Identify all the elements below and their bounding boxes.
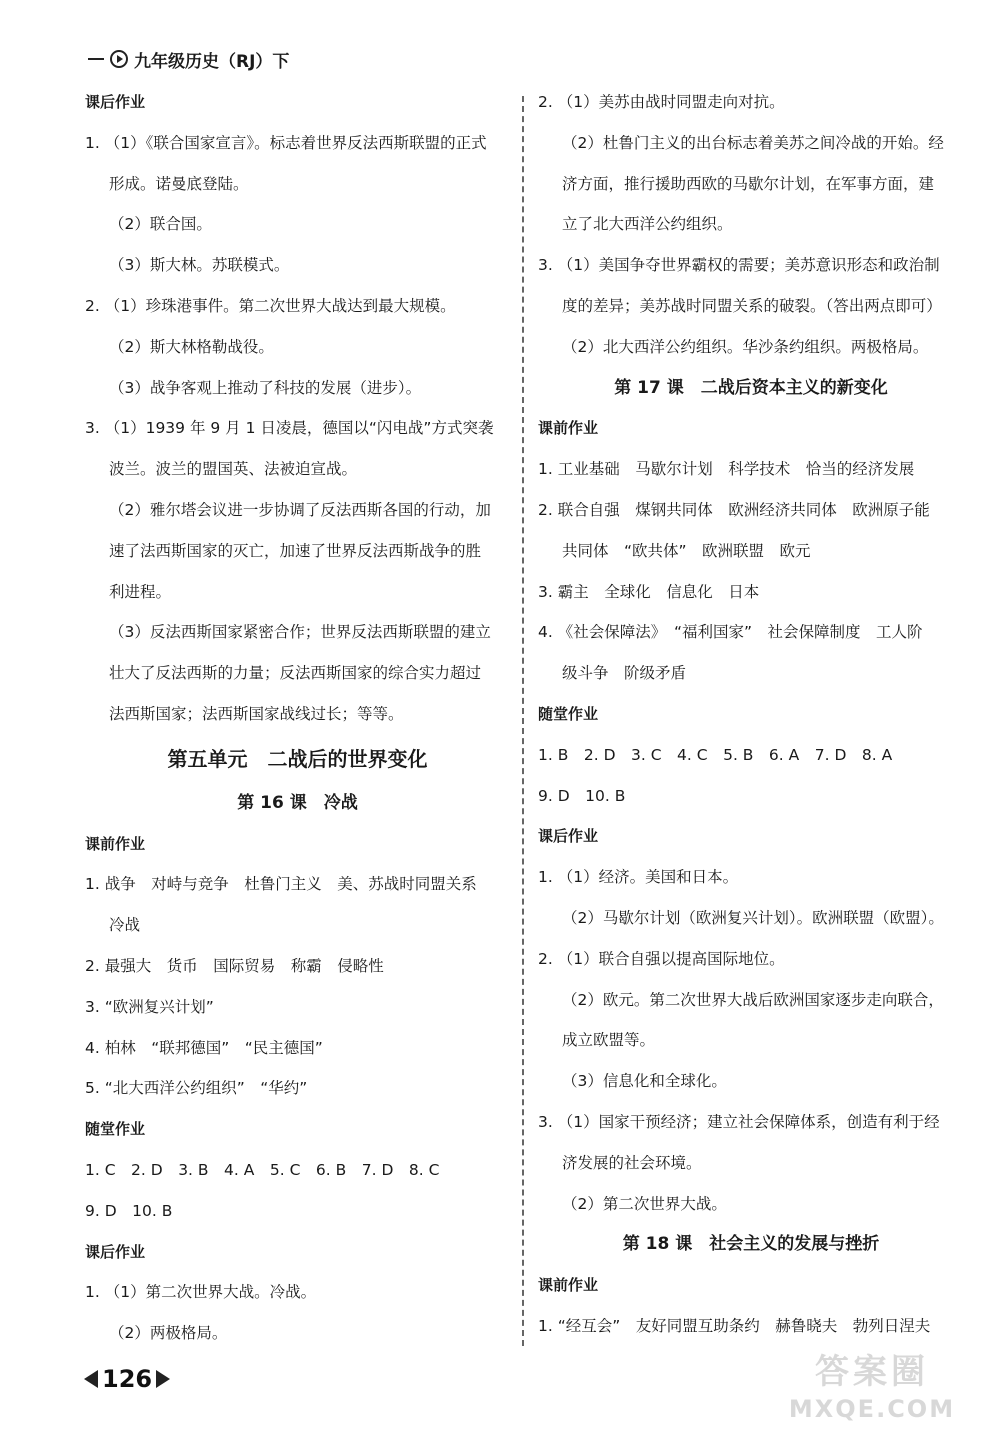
answer-line-indented: （2）雅尔塔会议进一步协调了反法西斯各国的行动，加 (109, 500, 491, 519)
header-dash (88, 58, 104, 60)
answer-line-indented: 速了法西斯国家的灭亡，加速了世界反法西斯战争的胜 (109, 541, 482, 560)
section-heading: 课后作业 (538, 827, 599, 846)
answer-line-indented: 度的差异；美苏战时同盟关系的破裂。（答出两点即可） (562, 296, 942, 315)
section-heading: 随堂作业 (85, 1120, 146, 1139)
page-header (88, 44, 289, 74)
section-heading: 课前作业 (85, 834, 146, 853)
watermark-logo-text: 答案圈 (815, 1352, 929, 1392)
answer-line: 1. C 2. D 3. B 4. A 5. C 6. B 7. D 8. C (85, 1160, 440, 1179)
watermark-url: MXQE.COM (788, 1395, 956, 1423)
answer-line: 3. （1）国家干预经济；建立社会保障体系，创造有利于经 (538, 1112, 940, 1131)
lesson-title: 第 17 课 二战后资本主义的新变化 (614, 377, 888, 398)
answer-line: 5. “北大西洋公约组织” “华约” (85, 1079, 308, 1098)
answer-line-indented: 级斗争 阶级矛盾 (562, 664, 687, 683)
book-title: 九年级历史（RJ）下 (134, 51, 290, 72)
page-number-block (84, 1365, 170, 1393)
answer-line-indented: （2）欧元。第二次世界大战后欧洲国家逐步走向联合， (562, 990, 944, 1009)
column-divider (522, 96, 524, 1346)
section-heading: 课后作业 (85, 93, 146, 111)
lesson-title: 第 16 课 冷战 (237, 792, 358, 813)
answer-line: 2. 最强大 货币 国际贸易 称霸 侵略性 (85, 956, 384, 975)
answer-line: 1. （1）《联合国家宣言》。标志着世界反法西斯联盟的正式 (85, 133, 487, 152)
watermark (782, 1350, 962, 1430)
answer-line: 3. （1）美国争夺世界霸权的需要；美苏意识形态和政治制 (538, 256, 940, 275)
answer-line: 2. （1）联合自强以提高国际地位。 (538, 949, 785, 968)
answer-line-indented: 法西斯国家；法西斯国家战线过长；等等。 (109, 704, 404, 723)
answer-line: 3. “欧洲复兴计划” (85, 997, 214, 1016)
answer-line-indented: （3）战争客观上推动了科技的发展（进步）。 (109, 378, 422, 397)
answer-line-indented: （2）杜鲁门主义的出台标志着美苏之间冷战的开始。经 (562, 133, 944, 152)
answer-line: 2. （1）珍珠港事件。第二次世界大战达到最大规模。 (85, 296, 456, 315)
answer-line: 4. 《社会保障法》 “福利国家” 社会保障制度 工人阶 (538, 623, 923, 642)
answer-line: 4. 柏林 “联邦德国” “民主德国” (85, 1038, 323, 1057)
answer-line: 1. “经互会” 友好同盟互助条约 赫鲁晓夫 勃列日涅夫 (538, 1316, 931, 1335)
answer-line-indented: （2）第二次世界大战。 (562, 1194, 727, 1213)
arrow-right-icon (156, 1370, 170, 1388)
answer-line-indented: 波兰。波兰的盟国英、法被迫宣战。 (109, 460, 358, 479)
section-heading: 课前作业 (538, 1276, 599, 1295)
answer-line-indented: （2）联合国。 (109, 215, 212, 234)
answer-line: 1. 工业基础 马歇尔计划 科学技术 恰当的经济发展 (538, 460, 915, 479)
play-circle-icon (110, 50, 128, 68)
answer-line: 1. （1）经济。美国和日本。 (538, 868, 739, 887)
answer-line-indented: （2）马歇尔计划（欧洲复兴计划）。欧洲联盟（欧盟）。 (562, 908, 944, 927)
answer-line: 2. 联合自强 煤钢共同体 欧洲经济共同体 欧洲原子能 (538, 500, 930, 519)
section-heading: 课前作业 (538, 419, 599, 438)
right-column (538, 82, 964, 1347)
lesson-title: 第 18 课 社会主义的发展与挫折 (622, 1234, 880, 1255)
answer-line-indented: （2）北大西洋公约组织。华沙条约组织。两极格局。 (562, 337, 929, 356)
section-heading: 课后作业 (85, 1242, 146, 1261)
answer-line: 1. 战争 对峙与竞争 杜鲁门主义 美、苏战时同盟关系 (85, 875, 477, 894)
unit-title: 第五单元 二战后的世界变化 (167, 746, 428, 771)
answer-line-indented: （3）信息化和全球化。 (562, 1072, 727, 1091)
answer-line: 2. （1）美苏由战时同盟走向对抗。 (538, 93, 785, 111)
answer-line-indented: （2）两极格局。 (109, 1324, 228, 1343)
answer-line: 3. （1）1939 年 9 月 1 日凌晨，德国以“闪电战”方式突袭 (85, 419, 494, 438)
answer-line: 3. 霸主 全球化 信息化 日本 (538, 582, 760, 601)
answer-line-indented: 壮大了反法西斯的力量；反法西斯国家的综合实力超过 (109, 664, 482, 683)
answer-line-indented: 济发展的社会环境。 (562, 1153, 702, 1172)
answer-line: 9. D 10. B (85, 1201, 173, 1220)
answer-line-indented: （3）反法西斯国家紧密合作；世界反法西斯联盟的建立 (109, 623, 491, 642)
answer-line-indented: （2）斯大林格勒战役。 (109, 337, 274, 356)
answer-line-indented: 立了北大西洋公约组织。 (562, 215, 733, 234)
arrow-left-icon (84, 1370, 98, 1388)
answer-line-indented: 成立欧盟等。 (562, 1031, 656, 1050)
section-heading: 随堂作业 (538, 704, 599, 723)
answer-line-indented: 共同体 “欧共体” 欧洲联盟 欧元 (562, 541, 811, 560)
answer-line-indented: 济方面，推行援助西欧的马歇尔计划，在军事方面，建 (562, 174, 935, 193)
answer-line-indented: 利进程。 (109, 582, 172, 601)
answer-line-indented: 冷战 (109, 916, 141, 935)
answer-line-indented: （3）斯大林。苏联模式。 (109, 256, 290, 275)
answer-line-indented: 形成。诺曼底登陆。 (109, 174, 249, 193)
left-column (85, 82, 510, 1354)
answer-line: 9. D 10. B (538, 786, 626, 805)
page-number: 126 (102, 1365, 153, 1393)
answer-line: 1. B 2. D 3. C 4. C 5. B 6. A 7. D 8. A (538, 745, 893, 764)
answer-line: 1. （1）第二次世界大战。冷战。 (85, 1283, 317, 1302)
